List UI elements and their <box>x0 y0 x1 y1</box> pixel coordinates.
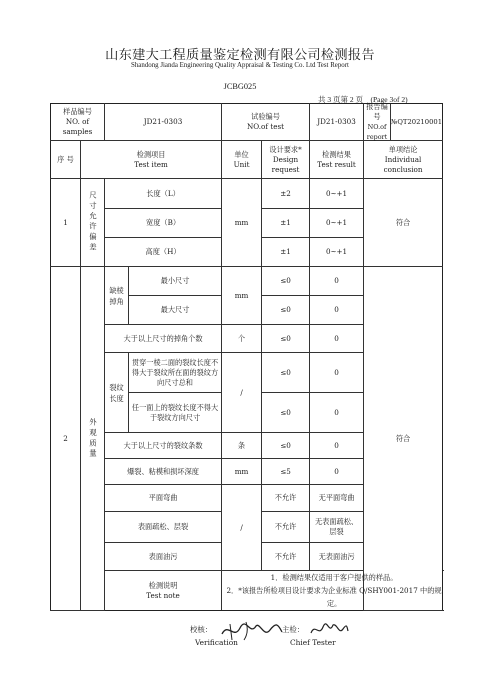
section1-design: ±1 <box>262 209 310 238</box>
crack-group-text: 裂纹长度 <box>109 382 124 403</box>
col-unit <box>222 141 262 179</box>
signature-area <box>0 618 480 668</box>
section1-seq: 1 <box>51 179 81 267</box>
sample-no-label-en2: samples <box>62 127 93 136</box>
col-result-en: Test result <box>317 159 356 169</box>
notes-label-en: Test note <box>146 590 180 600</box>
section1-design: ±2 <box>262 179 310 209</box>
edge-item: 最大尺寸 <box>129 296 222 325</box>
col-item <box>81 141 222 179</box>
crack-item-text: 贯穿一棱二面的裂纹长度不得大于裂纹所在面的裂纹方向尺寸总和 <box>131 357 219 387</box>
explosion-unit: mm <box>222 459 262 485</box>
section2-category <box>81 267 105 611</box>
explosion-design: ≤5 <box>262 459 310 485</box>
notes-content <box>222 571 443 611</box>
chip-count-design: ≤0 <box>262 325 310 353</box>
col-conclusion <box>364 141 443 179</box>
crack-result: 0 <box>310 393 364 433</box>
col-conclusion-en1: Individual <box>384 154 422 164</box>
col-design-cn: 设计要求* <box>269 144 302 154</box>
col-result <box>310 141 364 179</box>
column-header-row <box>51 141 443 179</box>
misc-design: 不允许 <box>262 543 310 571</box>
crack-count-result: 0 <box>310 433 364 459</box>
test-no-value: JD21-0303 <box>310 104 364 141</box>
section1-category <box>81 179 105 267</box>
notes-row <box>51 571 443 611</box>
note-line-1: 1．检测结果仅适用于客户提供的样品。 <box>270 573 398 582</box>
section1-category-text: 尺寸允许偏差 <box>88 191 98 254</box>
report-no-label-cn: 报告编号 <box>366 102 388 121</box>
misc-result-text: 无表面疏松、层裂 <box>314 517 359 536</box>
verification-label-en: Verification <box>195 638 238 647</box>
section2-category-text: 外观质量 <box>88 417 98 460</box>
explosion-result: 0 <box>310 459 364 485</box>
crack-unit: / <box>222 353 262 433</box>
crack-count-design: ≤0 <box>262 433 310 459</box>
edge-design: ≤0 <box>262 267 310 296</box>
chip-count-item <box>105 325 222 353</box>
report-no-cell <box>364 104 443 141</box>
misc-design: 不允许 <box>262 512 310 543</box>
col-result-cn: 检测结果 <box>322 149 351 159</box>
test-report-table <box>50 103 443 611</box>
sample-no-label-cn: 样品编号 <box>63 107 92 116</box>
crack-count-unit: 条 <box>222 433 262 459</box>
section1-item: 高度（H） <box>105 238 222 267</box>
report-no-value: №QT20210001 <box>390 118 443 126</box>
report-no-label <box>364 104 391 140</box>
explosion-item: 爆裂、粘模和损坏深度 <box>105 459 222 485</box>
col-unit-en: Unit <box>233 159 250 169</box>
crack-count-item: 大于以上尺寸的裂纹条数 <box>105 433 222 459</box>
sample-no-label-en1: NO. of <box>65 117 90 126</box>
section1-item: 宽度（B） <box>105 209 222 238</box>
col-unit-cn: 单位 <box>234 149 249 159</box>
crack-item-text: 任一面上的裂纹长度不得大于裂纹方向尺寸 <box>131 402 219 422</box>
col-design-en1: Design <box>272 154 299 164</box>
chief-label-en: Chief Tester <box>290 638 336 647</box>
section2-conclusion: 符合 <box>364 267 443 611</box>
sample-no-label <box>51 104 105 141</box>
section1-result: 0~+1 <box>310 209 364 238</box>
report-no-label-en: NO.of report <box>366 123 388 141</box>
report-title-cn: 山东建大工程质量鉴定检测有限公司检测报告 <box>105 48 375 63</box>
edge-item: 最小尺寸 <box>129 267 222 296</box>
col-conclusion-en2: conclusion <box>383 164 423 174</box>
test-no-label <box>222 104 310 141</box>
crack-item <box>129 353 222 393</box>
page-info: 共 3 页第 2 页 (Page 3of 2) <box>318 95 408 104</box>
test-no-label-cn: 试验编号 <box>251 112 280 121</box>
misc-result <box>310 512 364 543</box>
table-row <box>51 267 443 296</box>
section1-design: ±1 <box>262 238 310 267</box>
edge-group <box>105 267 129 325</box>
verification-label-cn: 校核： <box>190 625 213 634</box>
edge-result: 0 <box>310 296 364 325</box>
crack-design: ≤0 <box>262 393 310 433</box>
misc-design: 不允许 <box>262 485 310 512</box>
chief-label-cn: 主检： <box>282 625 305 634</box>
crack-result: 0 <box>310 353 364 393</box>
misc-item: 平面弯曲 <box>105 485 222 512</box>
sample-no-value: JD21-0303 <box>105 104 222 141</box>
col-item-en: Test item <box>134 159 168 169</box>
notes-label-cn: 检测说明 <box>148 580 178 590</box>
misc-item: 表面疏松、层裂 <box>105 512 222 543</box>
crack-design: ≤0 <box>262 353 310 393</box>
table-row <box>51 179 443 209</box>
edge-result: 0 <box>310 267 364 296</box>
col-seq: 序 号 <box>51 141 81 179</box>
misc-result: 无表面油污 <box>310 543 364 571</box>
section1-conclusion: 符合 <box>364 179 443 267</box>
misc-result: 无平面弯曲 <box>310 485 364 512</box>
section1-unit: mm <box>222 179 262 267</box>
col-item-cn: 检测项目 <box>136 149 166 159</box>
report-code: JCBG025 <box>223 82 257 91</box>
section2-seq: 2 <box>51 267 81 611</box>
report-title-en: Shandong Jianda Engineering Quality Appraisal & Testing Co. Ltd Test Report <box>131 62 349 69</box>
section1-item: 长度（L） <box>105 179 222 209</box>
edge-design: ≤0 <box>262 296 310 325</box>
note-line-2: 2．*该报告所检项目设计要求为企业标准 Q/SHY001-2017 中的规定。 <box>226 586 442 608</box>
chip-count-unit: 个 <box>222 325 262 353</box>
col-conclusion-cn: 单项结论 <box>388 144 418 154</box>
col-design <box>262 141 310 179</box>
crack-item <box>129 393 222 433</box>
col-design-en2: request <box>271 164 300 174</box>
notes-label <box>105 571 222 611</box>
edge-unit: mm <box>222 267 262 325</box>
chip-count-result: 0 <box>310 325 364 353</box>
edge-group-text: 缺棱掉角 <box>109 285 124 306</box>
info-row <box>51 104 443 141</box>
crack-group <box>105 353 129 433</box>
section1-result: 0~+1 <box>310 238 364 267</box>
chip-count-text: 大于以上尺寸的掉角个数 <box>123 333 203 343</box>
test-no-label-en: NO.of test <box>247 122 285 131</box>
misc-unit: / <box>222 485 262 571</box>
section1-result: 0~+1 <box>310 179 364 209</box>
misc-item: 表面油污 <box>105 543 222 571</box>
